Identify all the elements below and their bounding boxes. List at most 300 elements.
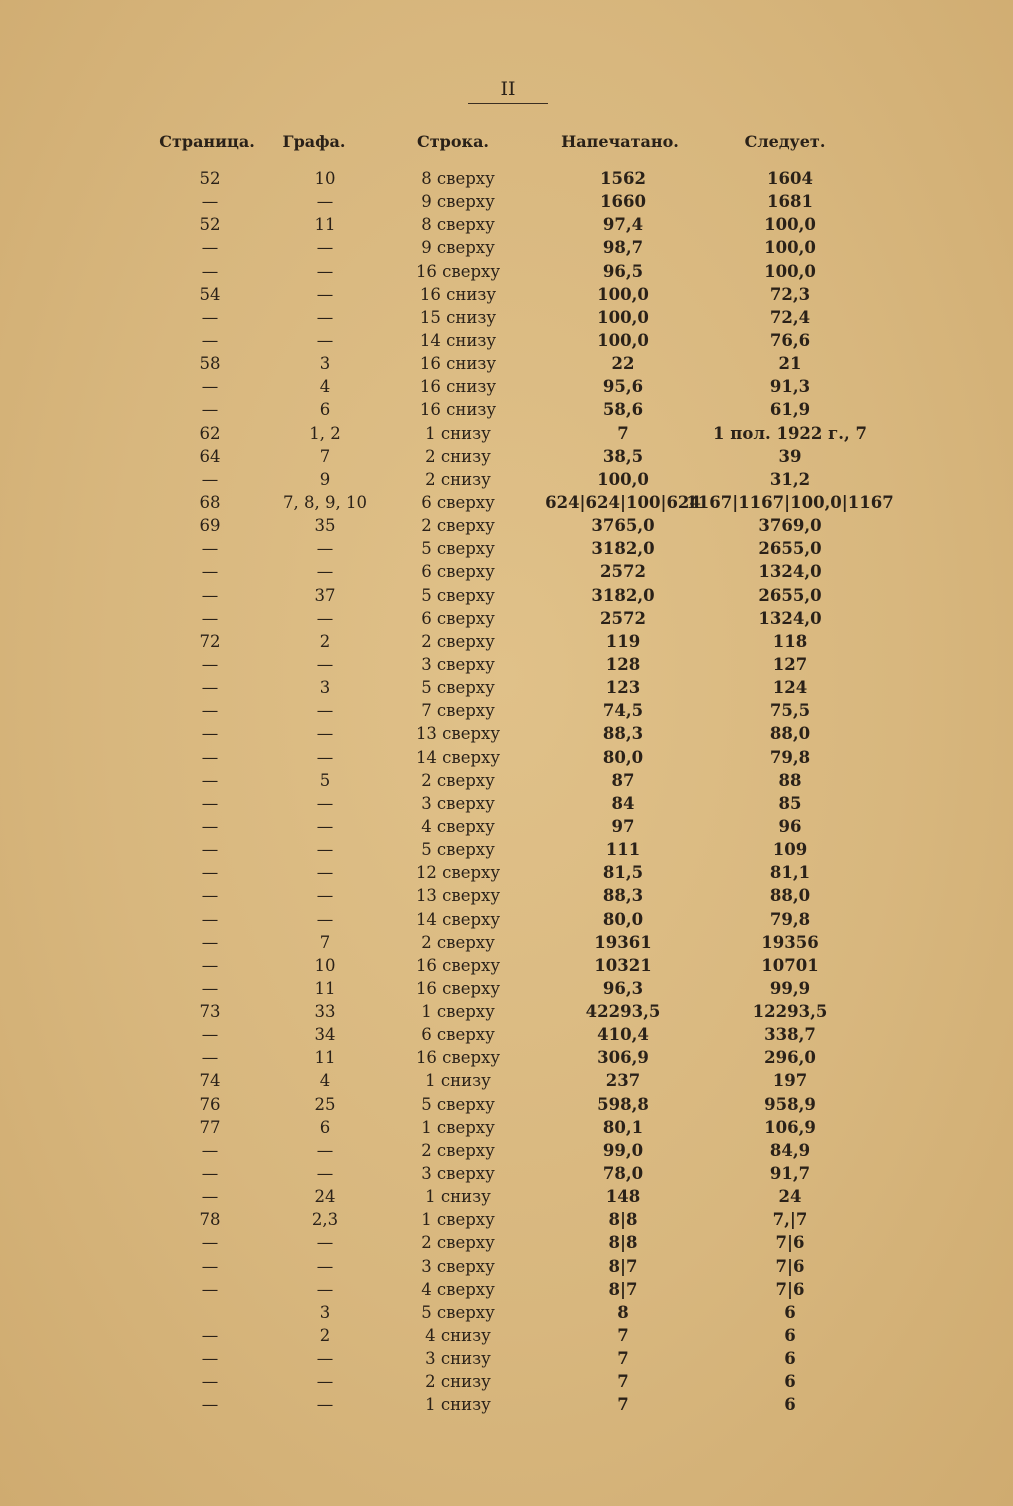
cell-column: — xyxy=(316,724,334,744)
table-row xyxy=(0,399,1013,422)
cell-line: 3 снизу xyxy=(425,1349,491,1369)
cell-should-be: 7|6 xyxy=(775,1233,805,1253)
cell-page: 54 xyxy=(199,284,221,304)
table-row xyxy=(0,515,1013,538)
cell-column: — xyxy=(316,1372,334,1392)
cell-page: — xyxy=(201,654,219,674)
cell-column: — xyxy=(316,1349,334,1369)
cell-printed: 8|8 xyxy=(608,1210,638,1230)
cell-page: — xyxy=(201,724,219,744)
cell-printed: 80,0 xyxy=(602,747,644,767)
cell-page: — xyxy=(201,793,219,813)
cell-should-be: 3769,0 xyxy=(758,516,822,536)
cell-column: 6 xyxy=(319,400,331,420)
cell-column: — xyxy=(316,863,334,883)
cell-column: 11 xyxy=(314,215,336,235)
cell-should-be: 91,7 xyxy=(769,1164,811,1184)
cell-column: 35 xyxy=(314,516,336,536)
table-row xyxy=(0,631,1013,654)
cell-page: 52 xyxy=(199,169,221,188)
cell-line: 5 сверху xyxy=(421,539,495,559)
cell-printed: 80,0 xyxy=(602,909,644,929)
cell-should-be: 6 xyxy=(784,1395,796,1415)
header-printed: Напечатано. xyxy=(561,132,679,151)
cell-line: 1 снизу xyxy=(425,423,491,443)
table-row xyxy=(0,1325,1013,1348)
cell-should-be: 100,0 xyxy=(764,238,816,258)
cell-page: 52 xyxy=(199,215,221,235)
cell-printed: 2572 xyxy=(600,608,646,628)
cell-printed: 237 xyxy=(605,1071,641,1091)
cell-line: 14 снизу xyxy=(419,330,497,350)
cell-should-be: 1604 xyxy=(767,169,813,188)
cell-column: — xyxy=(316,284,334,304)
cell-line: 3 сверху xyxy=(421,1164,495,1184)
cell-page: — xyxy=(201,886,219,906)
cell-column: 11 xyxy=(314,1048,336,1068)
cell-page: — xyxy=(201,585,219,605)
cell-page: — xyxy=(201,562,219,582)
table-row xyxy=(0,561,1013,584)
cell-page: — xyxy=(201,238,219,258)
cell-printed: 7 xyxy=(617,423,629,443)
cell-line: 1 снизу xyxy=(425,1395,491,1415)
cell-should-be: 6 xyxy=(784,1326,796,1346)
cell-page: — xyxy=(201,539,219,559)
cell-should-be: 24 xyxy=(778,1187,802,1207)
cell-column: 5 xyxy=(319,770,331,790)
cell-column: — xyxy=(316,192,334,212)
cell-should-be: 1324,0 xyxy=(758,608,822,628)
cell-printed: 78,0 xyxy=(602,1164,644,1184)
cell-column: 7 xyxy=(319,446,331,466)
cell-column: — xyxy=(316,654,334,674)
cell-column: — xyxy=(316,747,334,767)
cell-should-be: 124 xyxy=(772,678,808,698)
cell-column: — xyxy=(316,701,334,721)
cell-page: — xyxy=(201,747,219,767)
cell-printed: 74,5 xyxy=(602,701,644,721)
cell-printed: 87 xyxy=(611,770,635,790)
cell-line: 4 сверху xyxy=(421,1279,495,1299)
cell-column: 2,3 xyxy=(311,1210,339,1230)
cell-printed: 624|624|100|624 xyxy=(545,492,701,512)
cell-should-be: 296,0 xyxy=(764,1048,816,1068)
cell-line: 2 снизу xyxy=(425,469,491,489)
header-should-be: Следует. xyxy=(744,132,826,151)
cell-should-be: 75,5 xyxy=(769,701,811,721)
cell-line: 14 сверху xyxy=(415,909,501,929)
cell-page: — xyxy=(201,377,219,397)
cell-line: 2 сверху xyxy=(421,1140,495,1160)
cell-printed: 100,0 xyxy=(597,469,649,489)
page-number: II xyxy=(500,78,516,100)
cell-column: — xyxy=(316,1233,334,1253)
cell-column: 24 xyxy=(314,1187,336,1207)
cell-printed: 58,6 xyxy=(602,400,644,420)
cell-line: 1 сверху xyxy=(421,1117,495,1137)
table-row xyxy=(0,1163,1013,1186)
cell-should-be: 1 пол. 1922 г., 7 xyxy=(713,423,867,443)
cell-line: 16 снизу xyxy=(419,400,497,420)
cell-should-be: 19356 xyxy=(761,932,819,952)
cell-column: — xyxy=(316,1140,334,1160)
table-row xyxy=(0,191,1013,214)
cell-line: 4 сверху xyxy=(421,816,495,836)
cell-page: 77 xyxy=(199,1117,221,1137)
cell-page: — xyxy=(201,1048,219,1068)
cell-printed: 22 xyxy=(611,354,635,374)
cell-should-be: 118 xyxy=(772,631,808,651)
cell-printed: 3182,0 xyxy=(591,539,655,559)
cell-page: — xyxy=(201,1233,219,1253)
cell-page: — xyxy=(201,330,219,350)
table-row xyxy=(0,1209,1013,1232)
cell-line: 9 сверху xyxy=(421,238,495,258)
cell-printed: 10321 xyxy=(594,955,652,975)
cell-page: — xyxy=(201,863,219,883)
cell-column: 9 xyxy=(319,469,331,489)
cell-line: 16 сверху xyxy=(415,261,501,281)
cell-printed: 7 xyxy=(617,1326,629,1346)
cell-column: — xyxy=(316,562,334,582)
cell-column: 7 xyxy=(319,932,331,952)
table-row xyxy=(0,469,1013,492)
cell-page: 78 xyxy=(199,1210,221,1230)
cell-page: 72 xyxy=(199,631,221,651)
cell-should-be: 79,8 xyxy=(769,909,811,929)
cell-should-be: 338,7 xyxy=(764,1025,816,1045)
cell-should-be: 72,4 xyxy=(769,307,811,327)
cell-page: — xyxy=(201,1372,219,1392)
cell-line: 16 снизу xyxy=(419,354,497,374)
cell-page: — xyxy=(201,816,219,836)
cell-page: — xyxy=(201,770,219,790)
cell-printed: 19361 xyxy=(594,932,652,952)
cell-line: 1 сверху xyxy=(421,1210,495,1230)
cell-page: — xyxy=(201,955,219,975)
cell-printed: 100,0 xyxy=(597,330,649,350)
cell-should-be: 109 xyxy=(772,840,808,860)
cell-should-be: 10701 xyxy=(761,955,819,975)
cell-should-be: 88,0 xyxy=(769,724,811,744)
cell-printed: 119 xyxy=(605,631,641,651)
cell-printed: 598,8 xyxy=(597,1094,649,1114)
cell-column: 7, 8, 9, 10 xyxy=(283,492,367,512)
table-row xyxy=(0,538,1013,561)
cell-column: 4 xyxy=(319,377,331,397)
cell-printed: 88,3 xyxy=(602,886,644,906)
table-header xyxy=(0,132,1013,162)
table-row xyxy=(0,1348,1013,1371)
table-row xyxy=(0,307,1013,330)
cell-page: 58 xyxy=(199,354,221,374)
cell-line: 2 снизу xyxy=(425,1372,491,1392)
cell-should-be: 6 xyxy=(784,1349,796,1369)
cell-column: 10 xyxy=(314,955,336,975)
cell-page: — xyxy=(201,261,219,281)
table-row xyxy=(0,330,1013,353)
cell-printed: 2572 xyxy=(600,562,646,582)
table-row xyxy=(0,376,1013,399)
cell-page: — xyxy=(201,1326,219,1346)
cell-column: 6 xyxy=(319,1117,331,1137)
cell-page: — xyxy=(201,307,219,327)
header-line: Строка. xyxy=(417,132,489,151)
cell-column: — xyxy=(316,261,334,281)
table-row xyxy=(0,608,1013,631)
cell-should-be: 96 xyxy=(778,816,802,836)
cell-page: — xyxy=(201,978,219,998)
cell-should-be: 1681 xyxy=(767,192,813,212)
cell-line: 2 сверху xyxy=(421,932,495,952)
cell-printed: 96,3 xyxy=(602,978,644,998)
cell-should-be: 84,9 xyxy=(769,1140,811,1160)
table-row xyxy=(0,353,1013,376)
cell-line: 1 снизу xyxy=(425,1187,491,1207)
cell-printed: 8|7 xyxy=(608,1256,638,1276)
cell-printed: 98,7 xyxy=(602,238,644,258)
cell-page: — xyxy=(201,400,219,420)
cell-line: 2 сверху xyxy=(421,516,495,536)
cell-page: — xyxy=(201,1164,219,1184)
cell-should-be: 31,2 xyxy=(769,469,811,489)
cell-page: — xyxy=(201,840,219,860)
table-row xyxy=(0,723,1013,746)
table-row xyxy=(0,1302,1013,1325)
table-row xyxy=(0,955,1013,978)
cell-printed: 148 xyxy=(605,1187,641,1207)
cell-line: 9 сверху xyxy=(421,192,495,212)
cell-printed: 306,9 xyxy=(597,1048,649,1068)
table-row xyxy=(0,1070,1013,1093)
table-row xyxy=(0,978,1013,1001)
cell-line: 16 сверху xyxy=(415,1048,501,1068)
table-row xyxy=(0,1279,1013,1302)
cell-line: 13 сверху xyxy=(415,724,501,744)
cell-line: 1 сверху xyxy=(421,1002,495,1022)
cell-line: 7 сверху xyxy=(421,701,495,721)
cell-line: 6 сверху xyxy=(421,608,495,628)
table-row xyxy=(0,1186,1013,1209)
cell-column: 3 xyxy=(319,678,331,698)
cell-should-be: 197 xyxy=(772,1071,808,1091)
cell-line: 5 сверху xyxy=(421,585,495,605)
cell-page: — xyxy=(201,701,219,721)
table-row xyxy=(0,1140,1013,1163)
table-row xyxy=(0,747,1013,770)
cell-column: — xyxy=(316,1395,334,1415)
page-number-rule xyxy=(468,103,548,104)
cell-printed: 410,4 xyxy=(597,1025,649,1045)
cell-should-be: 7|6 xyxy=(775,1256,805,1276)
cell-column: — xyxy=(316,539,334,559)
table-row xyxy=(0,168,1013,191)
table-row xyxy=(0,1117,1013,1140)
cell-printed: 88,3 xyxy=(602,724,644,744)
cell-should-be: 106,9 xyxy=(764,1117,816,1137)
table-row xyxy=(0,862,1013,885)
cell-column: — xyxy=(316,909,334,929)
cell-should-be: 6 xyxy=(784,1372,796,1392)
table-row xyxy=(0,1371,1013,1394)
cell-page: — xyxy=(201,1279,219,1299)
cell-should-be: 81,1 xyxy=(769,863,811,883)
cell-line: 2 сверху xyxy=(421,770,495,790)
cell-printed: 81,5 xyxy=(602,863,644,883)
cell-column: — xyxy=(316,330,334,350)
table-row xyxy=(0,816,1013,839)
cell-printed: 1562 xyxy=(600,169,646,188)
cell-printed: 97,4 xyxy=(602,215,644,235)
cell-line: 13 сверху xyxy=(415,886,501,906)
cell-printed: 84 xyxy=(611,793,635,813)
table-row xyxy=(0,585,1013,608)
cell-line: 2 снизу xyxy=(425,446,491,466)
cell-column: 3 xyxy=(319,354,331,374)
cell-column: — xyxy=(316,307,334,327)
cell-printed: 3182,0 xyxy=(591,585,655,605)
cell-printed: 96,5 xyxy=(602,261,644,281)
table-row xyxy=(0,1024,1013,1047)
cell-should-be: 85 xyxy=(778,793,802,813)
cell-printed: 95,6 xyxy=(602,377,644,397)
cell-page: — xyxy=(201,1349,219,1369)
table-row xyxy=(0,1256,1013,1279)
cell-line: 2 сверху xyxy=(421,1233,495,1253)
cell-column: — xyxy=(316,840,334,860)
cell-should-be: 21 xyxy=(778,354,802,374)
cell-line: 3 сверху xyxy=(421,793,495,813)
cell-printed: 128 xyxy=(605,654,641,674)
cell-line: 14 сверху xyxy=(415,747,501,767)
cell-column: — xyxy=(316,816,334,836)
cell-should-be: 127 xyxy=(772,654,808,674)
cell-column: 37 xyxy=(314,585,336,605)
table-row xyxy=(0,885,1013,908)
cell-column: 3 xyxy=(319,1302,331,1322)
cell-column: 34 xyxy=(314,1025,336,1045)
cell-page: 62 xyxy=(199,423,221,443)
cell-should-be: 7,|7 xyxy=(772,1210,808,1230)
cell-should-be: 100,0 xyxy=(764,215,816,235)
cell-printed: 8|8 xyxy=(608,1233,638,1253)
table-row xyxy=(0,932,1013,955)
table-row xyxy=(0,492,1013,515)
table-row xyxy=(0,1394,1013,1417)
cell-printed: 3765,0 xyxy=(591,516,655,536)
cell-should-be: 76,6 xyxy=(769,330,811,350)
cell-page: 76 xyxy=(199,1094,221,1114)
cell-page: 73 xyxy=(199,1002,221,1022)
table-row xyxy=(0,261,1013,284)
table-row xyxy=(0,1094,1013,1117)
cell-column: — xyxy=(316,886,334,906)
cell-page: — xyxy=(201,678,219,698)
cell-line: 15 снизу xyxy=(419,307,497,327)
table-row xyxy=(0,839,1013,862)
cell-line: 5 сверху xyxy=(421,840,495,860)
cell-page: 74 xyxy=(199,1071,221,1091)
cell-line: 6 сверху xyxy=(421,492,495,512)
cell-page: 68 xyxy=(199,492,221,512)
cell-should-be: 39 xyxy=(778,446,802,466)
cell-should-be: 2655,0 xyxy=(758,585,822,605)
table-row xyxy=(0,700,1013,723)
cell-line: 16 сверху xyxy=(415,978,501,998)
cell-printed: 100,0 xyxy=(597,307,649,327)
table-row xyxy=(0,284,1013,307)
header-column: Графа. xyxy=(282,132,346,151)
cell-line: 16 снизу xyxy=(419,284,497,304)
table-row xyxy=(0,770,1013,793)
cell-column: 2 xyxy=(319,631,331,651)
table-row xyxy=(0,1232,1013,1255)
cell-page: — xyxy=(201,1256,219,1276)
cell-column: 2 xyxy=(319,1326,331,1346)
cell-should-be: 79,8 xyxy=(769,747,811,767)
cell-page: — xyxy=(201,1187,219,1207)
cell-page: 64 xyxy=(199,446,221,466)
cell-line: 2 сверху xyxy=(421,631,495,651)
cell-page: — xyxy=(201,608,219,628)
cell-should-be: 7|6 xyxy=(775,1279,805,1299)
cell-line: 3 сверху xyxy=(421,654,495,674)
cell-should-be: 2655,0 xyxy=(758,539,822,559)
cell-page: — xyxy=(201,932,219,952)
table-row xyxy=(0,909,1013,932)
cell-printed: 42293,5 xyxy=(585,1002,661,1022)
cell-printed: 8 xyxy=(617,1302,629,1322)
cell-printed: 99,0 xyxy=(602,1140,644,1160)
table-row xyxy=(0,793,1013,816)
cell-line: 12 сверху xyxy=(415,863,501,883)
cell-printed: 38,5 xyxy=(602,446,644,466)
cell-printed: 7 xyxy=(617,1349,629,1369)
cell-column: 11 xyxy=(314,978,336,998)
cell-column: — xyxy=(316,1164,334,1184)
cell-line: 6 сверху xyxy=(421,1025,495,1045)
cell-should-be: 72,3 xyxy=(769,284,811,304)
cell-page: — xyxy=(201,1140,219,1160)
cell-line: 8 сверху xyxy=(421,169,495,188)
cell-column: 33 xyxy=(314,1002,336,1022)
cell-column: — xyxy=(316,608,334,628)
cell-page: — xyxy=(201,1395,219,1415)
cell-should-be: 100,0 xyxy=(764,261,816,281)
cell-should-be: 12293,5 xyxy=(752,1002,828,1022)
cell-line: 8 сверху xyxy=(421,215,495,235)
cell-line: 16 сверху xyxy=(415,955,501,975)
cell-column: — xyxy=(316,238,334,258)
table-row xyxy=(0,677,1013,700)
cell-should-be: 1324,0 xyxy=(758,562,822,582)
errata-table xyxy=(0,168,1013,1418)
cell-column: 10 xyxy=(314,169,336,188)
cell-should-be: 6 xyxy=(784,1302,796,1322)
cell-column: 1, 2 xyxy=(309,423,341,443)
cell-page: — xyxy=(201,1025,219,1045)
cell-line: 5 сверху xyxy=(421,1094,495,1114)
cell-column: 25 xyxy=(314,1094,336,1114)
table-row xyxy=(0,237,1013,260)
table-row xyxy=(0,654,1013,677)
cell-should-be: 1167|1167|100,0|1167 xyxy=(686,492,894,512)
table-row xyxy=(0,446,1013,469)
cell-printed: 111 xyxy=(605,840,641,860)
cell-printed: 100,0 xyxy=(597,284,649,304)
cell-should-be: 99,9 xyxy=(769,978,811,998)
